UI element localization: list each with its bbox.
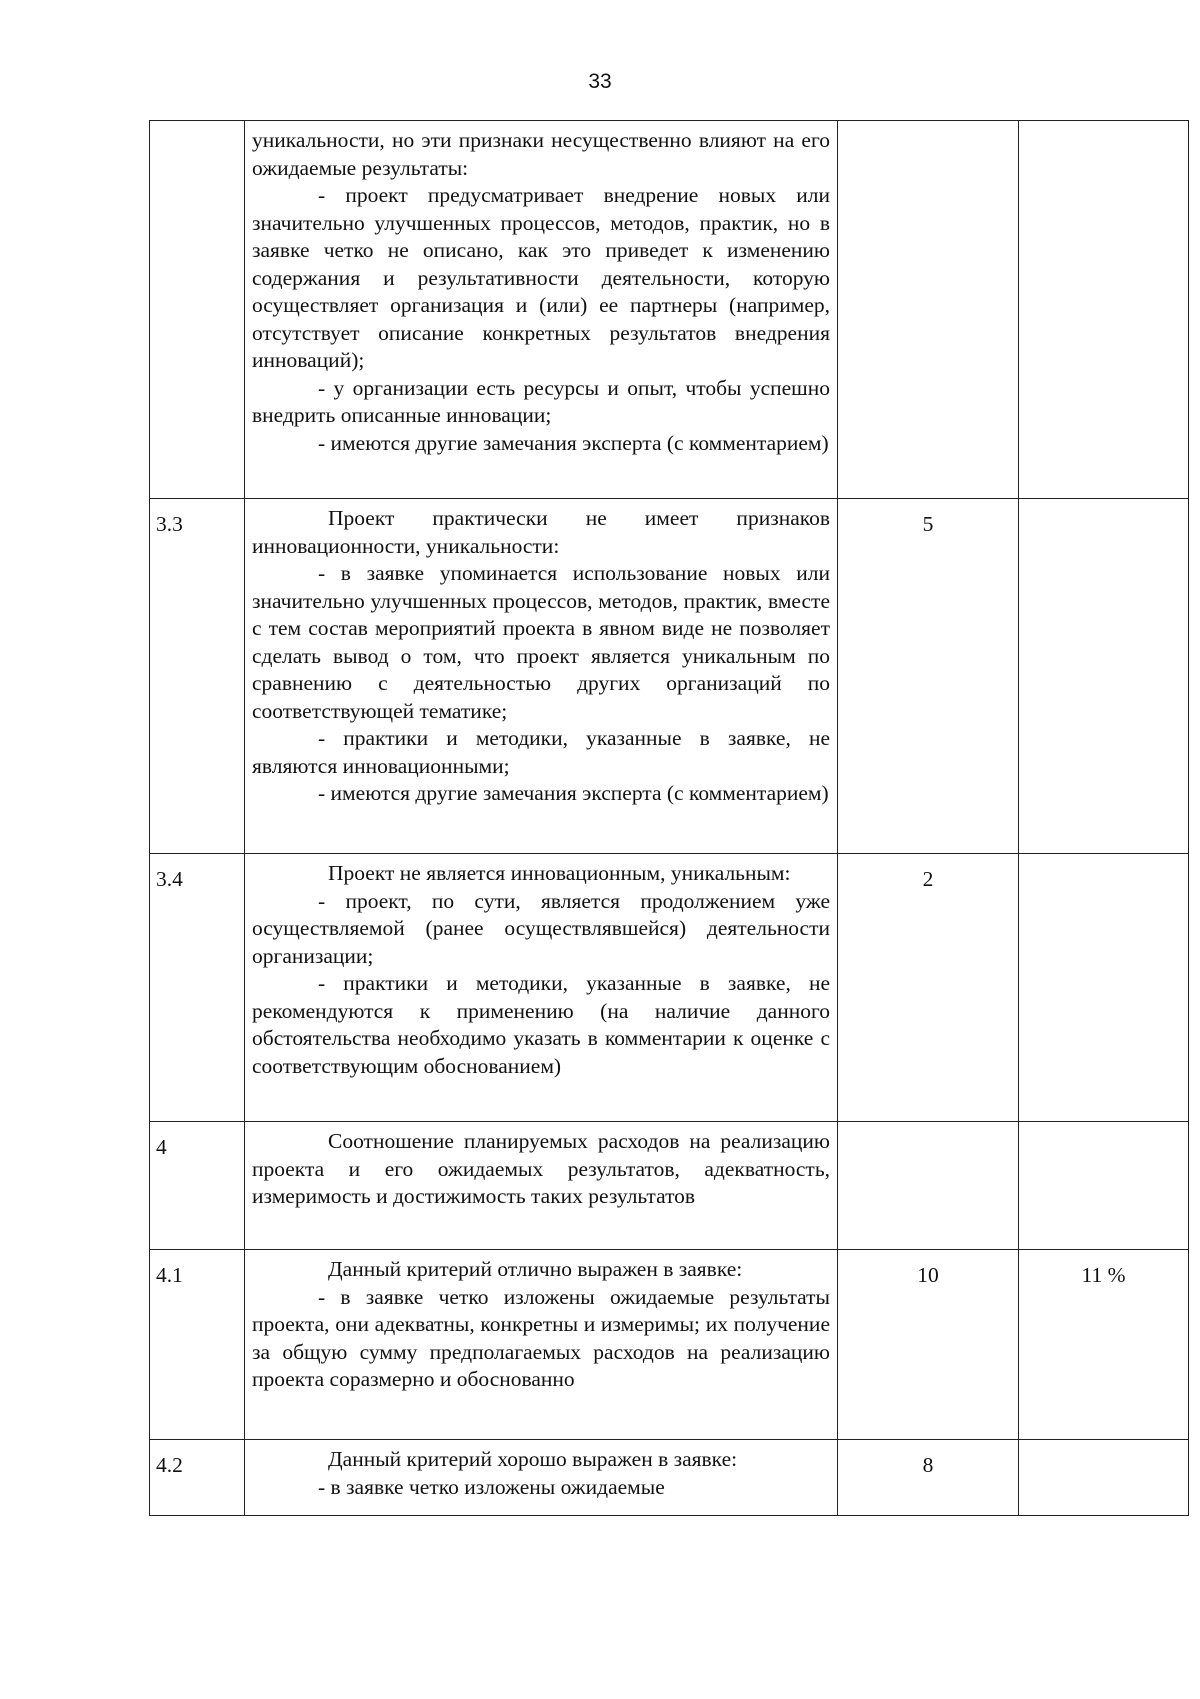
row-score: 8 [838, 1440, 1019, 1516]
table-row [150, 499, 1189, 854]
description-bullet: - в заявке четко изложены ожидаемые результаты проекта, они адекватны, конкретны и измеримы; их получение за общую сумму предполагаемых расходов на реализацию проекта соразмерно и обоснованно [252, 1284, 830, 1391]
row-number: 3.3 [150, 499, 245, 854]
criterion-heading: Проект не является инновационным, уникальным: [328, 861, 791, 885]
description-bullet: - у организации есть ресурсы и опыт, чтобы успешно внедрить описанные инновации; [252, 375, 830, 427]
row-number: 3.4 [150, 854, 245, 1122]
description-bullet: - практики и методики, указанные в заявке, не являются инновационными; [252, 726, 830, 778]
row-description [245, 121, 838, 499]
description-bullet: - проект, по сути, является продолжением уже осуществляемой (ранее осуществлявшейся) деятельности организации; [252, 888, 830, 968]
row-number: 4.1 [150, 1250, 245, 1440]
table-row [150, 854, 1189, 1122]
row-description [245, 1440, 838, 1516]
row-weight [1019, 121, 1189, 499]
criterion-heading: Данный критерий хорошо выражен в заявке: [328, 1447, 738, 1471]
criteria-table [149, 120, 1189, 1516]
page-number: 33 [588, 70, 612, 93]
criterion-heading: Данный критерий отлично выражен в заявке: [328, 1257, 743, 1281]
table-row [150, 1122, 1189, 1250]
row-score [838, 1122, 1019, 1250]
criterion-heading: Проект практически не имеет признаков инновационности, уникальности: [252, 506, 830, 558]
row-weight [1019, 1440, 1189, 1516]
row-weight [1019, 1122, 1189, 1250]
row-description [245, 1122, 838, 1250]
row-weight [1019, 499, 1189, 854]
row-weight: 11 % [1019, 1250, 1189, 1440]
row-number [150, 121, 245, 499]
table-row [150, 121, 1189, 499]
row-weight [1019, 854, 1189, 1122]
row-score: 10 [838, 1250, 1019, 1440]
description-bullet: - практики и методики, указанные в заявке, не рекомендуются к применению (на наличие данного обстоятельства необходимо указать в комментарии к оценке с соответствующим обоснованием) [252, 971, 830, 1078]
row-description [245, 1250, 838, 1440]
table-row [150, 1250, 1189, 1440]
row-description [245, 499, 838, 854]
description-bullet: - в заявке упоминается использование новых или значительно улучшенных процессов, методов, практик, вместе с тем состав мероприятий проекта в явном виде не позволяет сделать вывод о том, что проект является уникальным по сравнению с деятельностью других организаций по соответствующей тематике; [252, 561, 830, 723]
row-score: 5 [838, 499, 1019, 854]
row-number: 4.2 [150, 1440, 245, 1516]
description-bullet: - имеются другие замечания эксперта (с комментарием) [318, 430, 829, 455]
row-description [245, 854, 838, 1122]
table-row [150, 1440, 1189, 1516]
description-bullet: - имеются другие замечания эксперта (с комментарием) [318, 781, 829, 805]
row-score [838, 121, 1019, 499]
description-bullet: - проект предусматривает внедрение новых или значительно улучшенных процессов, методов, практик, но в заявке четко не описано, как это приведет к изменению содержания и результативности деятельности, которую осуществляет организация и (или) ее партнеры (например, отсутствует описание конкретных результатов внедрения инноваций); [252, 183, 830, 372]
description-bullet: - в заявке четко изложены ожидаемые [318, 1474, 665, 1499]
row-score: 2 [838, 854, 1019, 1122]
criterion-heading: Соотношение планируемых расходов на реализацию проекта и его ожидаемых результатов, адекватность, измеримость и достижимость таких результатов [252, 1129, 830, 1208]
row-number: 4 [150, 1122, 245, 1250]
description-paragraph: уникальности, но эти признаки несущественно влияют на его ожидаемые результаты: [252, 128, 830, 180]
